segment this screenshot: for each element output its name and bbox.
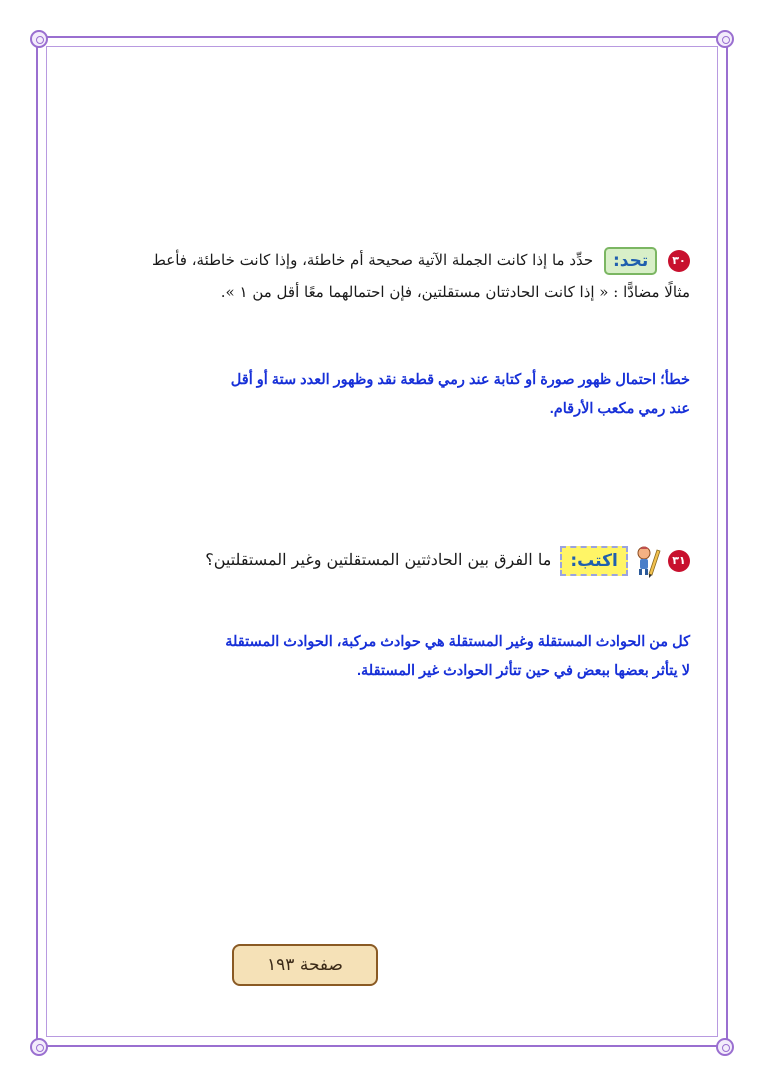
question-31 (100, 540, 690, 580)
question-31-text: ما الفرق بين الحادثتين المستقلتين وغير المستقلتين؟ (205, 550, 552, 569)
question-30-text-2: مثالًا مضادًّا : « إذا كانت الحادثتان مستقلتين، فإن احتمالهما معًا أقل من ١ ». (220, 283, 690, 301)
question-30-text-1: حدِّد ما إذا كانت الجملة الآتية صحيحة أم خاطئة، وإذا كانت خاطئة، فأعط (152, 251, 594, 269)
question-number-badge: ٣١ (668, 550, 690, 572)
answer-30-line-2: عند رمي مكعب الأرقام. (549, 401, 690, 417)
question-number-badge: ٣٠ (668, 250, 690, 272)
answer-30 (190, 366, 690, 424)
corner-ornament-icon (30, 1038, 48, 1056)
answer-31 (190, 628, 690, 686)
corner-ornament-icon (716, 1038, 734, 1056)
answer-30-line-1: خطأ؛ احتمال ظهور صورة أو كتابة عند رمي قطعة نقد وظهور العدد ستة أو أقل (230, 372, 690, 388)
page-number-label (232, 944, 378, 986)
corner-ornament-icon (30, 30, 48, 48)
question-31-line (100, 540, 690, 580)
question-30-line-2 (100, 276, 690, 308)
page-number-text: صفحة ١٩٣ (267, 955, 343, 975)
challenge-tag: تحد: (604, 247, 657, 275)
question-30-line-1 (100, 244, 690, 276)
question-30 (100, 244, 690, 308)
answer-31-line-1: كل من الحوادث المستقلة وغير المستقلة هي حوادث مركبة، الحوادث المستقلة (225, 634, 690, 650)
answer-31-line-2: لا يتأثر بعضها ببعض في حين تتأثر الحوادث غير المستقلة. (357, 663, 690, 679)
write-tag: اكتب: (560, 546, 627, 576)
corner-ornament-icon (716, 30, 734, 48)
pencil-character-icon (635, 544, 661, 578)
